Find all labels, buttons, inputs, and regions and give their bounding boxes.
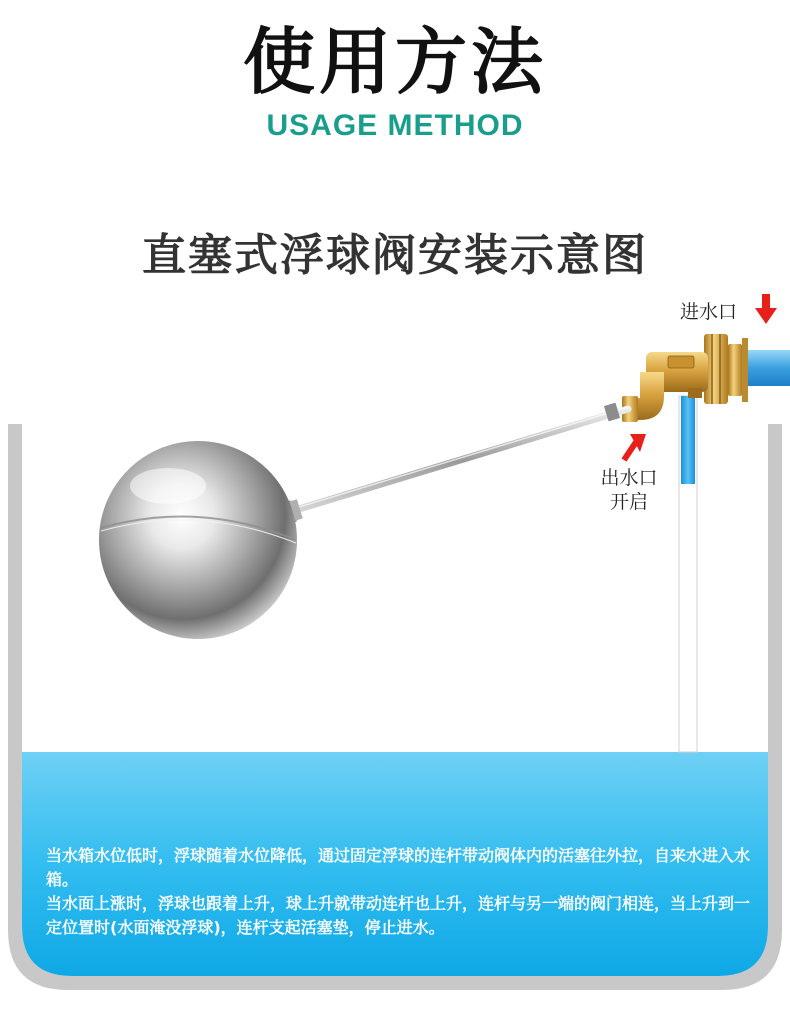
outlet-label-line2: 开启 bbox=[609, 491, 648, 513]
usage-description bbox=[46, 844, 756, 940]
outlet-label-line1: 出水口 bbox=[600, 467, 658, 489]
page-title: 使用方法 bbox=[242, 20, 547, 104]
inlet-pipe bbox=[744, 350, 790, 386]
diagram-title: 直塞式浮球阀安装示意图 bbox=[142, 230, 648, 281]
outlet-label bbox=[594, 466, 664, 514]
up-right-arrow-icon bbox=[624, 434, 646, 460]
down-arrow-icon bbox=[755, 294, 777, 324]
float-ball bbox=[99, 441, 297, 639]
page-title-english: USAGE METHOD bbox=[266, 109, 524, 142]
float-rod bbox=[286, 409, 628, 513]
description-paragraph-1: 当水箱水位低时，浮球随着水位降低，通过固定浮球的连杆带动阀体内的活塞往外拉，自来水进入水箱。 bbox=[46, 846, 751, 889]
description-paragraph-2: 当水面上涨时，浮球也跟着上升，球上升就带动连杆也上升，连杆与另一端的阀门相连，当上升到一定位置时(水面淹没浮球)，连杆支起活塞垫，停止进水。 bbox=[46, 894, 751, 937]
water-stream-flow bbox=[681, 396, 695, 484]
inlet-label: 进水口 bbox=[680, 301, 738, 323]
